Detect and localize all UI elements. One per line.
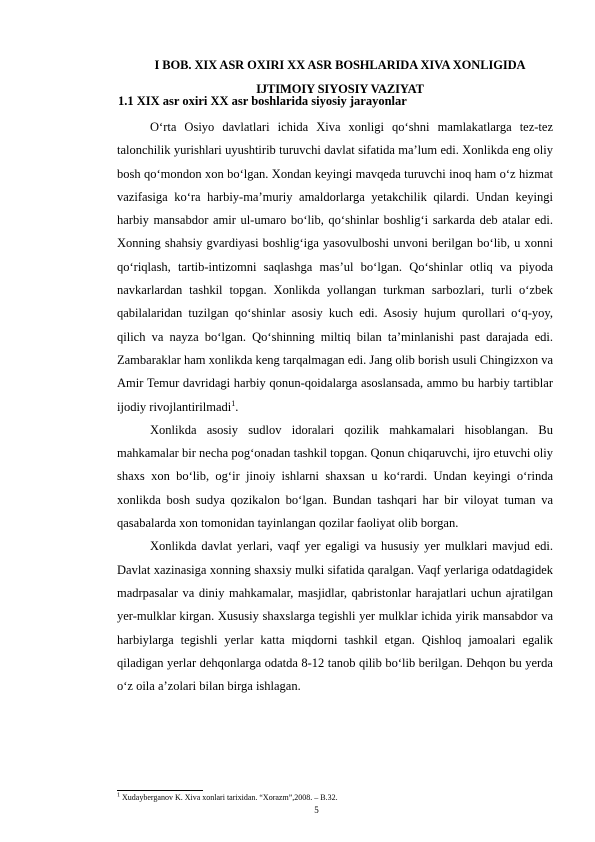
footnote [117,792,557,803]
footnote-divider [117,790,203,791]
body-text [117,116,553,698]
paragraph-2: Xonlikda asosiy sudlov idoralari qozilik mahkamalari hisoblangan. Bu mahkamalar bir necha pog‘onadan tashkil topgan. Qonun chiqaruvchi, ijro etuvchi oliy shaxs xon bo‘lib, og‘ir jinoiy ishlarni shaxsan u ko‘rardi. Undan keyingi o‘rinda xonlikda bosh sudya qozikalon bo‘lgan. Bundan tashqari har bir viloyat tuman va qasabalarda xon tomonidan tayinlangan qozilar faoliyat olib borgan. [117,422,553,531]
section-title: 1.1 XIX asr oxiri XX asr boshlarida siyosiy jarayonlar [118,94,407,108]
paragraph-3: Xonlikda davlat yerlari, vaqf yer egaligi va hususiy yer mulklari mavjud edi. Davlat xazinasiga xonning shaxsiy mulki sifatida qaralgan. Vaqf yerlariga odatdagidek madrpasalar va diniy mahkamalar, masjidlar, qabristonlar harajatlari uchun ajratilgan yer-mulklar kirgan. Xususiy shaxslarga tegishli yer mulklar ichida yirik mansabdor va harbiylarga tegishli yerlar katta miqdorni tashkil etgan. Qishloq jamoalari egalik qiladigan yerlar dehqonlarga odatda 8-12 tanob qilib bo‘lib berilgan. Dehqon bu yerda o‘z oila a’zolari bilan birga ishlagan. [117,539,553,694]
chapter-title-line-1: I BOB. XIX ASR OXIRI XX ASR BOSHLARIDA XIVA XONLIGIDA [154,58,526,72]
footnote-number: 1 [117,792,120,799]
chapter-title-line-2: IJTIMOIY SIYOSIY VAZIYAT [256,82,424,96]
footnote-text: Xudayberganov K. Xiva xonlari tarixidan. “Xorazm”,2008. – B.32. [120,793,338,802]
page-number: 5 [314,805,319,815]
paragraph-1 [117,116,553,419]
paragraph-1-end: . [235,399,239,414]
paragraph-1-text: O‘rta Osiyo davlatlari ichida Xiva xonligi qo‘shni mamlakatlarga tez-tez talonchilik yurishlari uyushtirib turuvchi davlat sifatida ma’lum edi. Xonlikda eng oliy bosh qo‘mondon xon bo‘lgan. Xondan keyingi mavqeda turuvchi inoq ham o‘z hizmat vazifasiga ko‘ra harbiy-ma’muriy amaldorlarga yetakchilik qilardi. Undan keyingi harbiy mansabdor amir ul-umaro bo‘lib, qo‘shinlar boshlig‘i sarkarda deb atalar edi. Xonning shahsiy gvardiyasi boshlig‘iga yasovulboshi unvoni berilgan bo‘lib, u xonni qo‘riqlash, tartib-intizomni saqlashga mas’ul bo‘lgan. Qo‘shinlar otliq va piyoda navkarlardan tashkil topgan. Xonlikda yollangan turkman sarbozlari, turli o‘zbek qabilalaridan tuzilgan qo‘shinlar asosiy kuch edi. Asosiy hujum qurollari o‘q-yoy, qilich va nayza bo‘lgan. Qo‘shinning miltiq bilan ta’minlanishi past darajada edi. Zambaraklar ham xonlikda keng tarqalmagan edi. Jang olib borish usuli Chingizxon va Amir Temur davridagi harbiy qonun-qoidalarga asoslansada, ammo bu harbiy tartiblar ijodiy rivojlantirilmadi [117,120,554,414]
footnote-reference[interactable]: 1 [231,398,236,408]
